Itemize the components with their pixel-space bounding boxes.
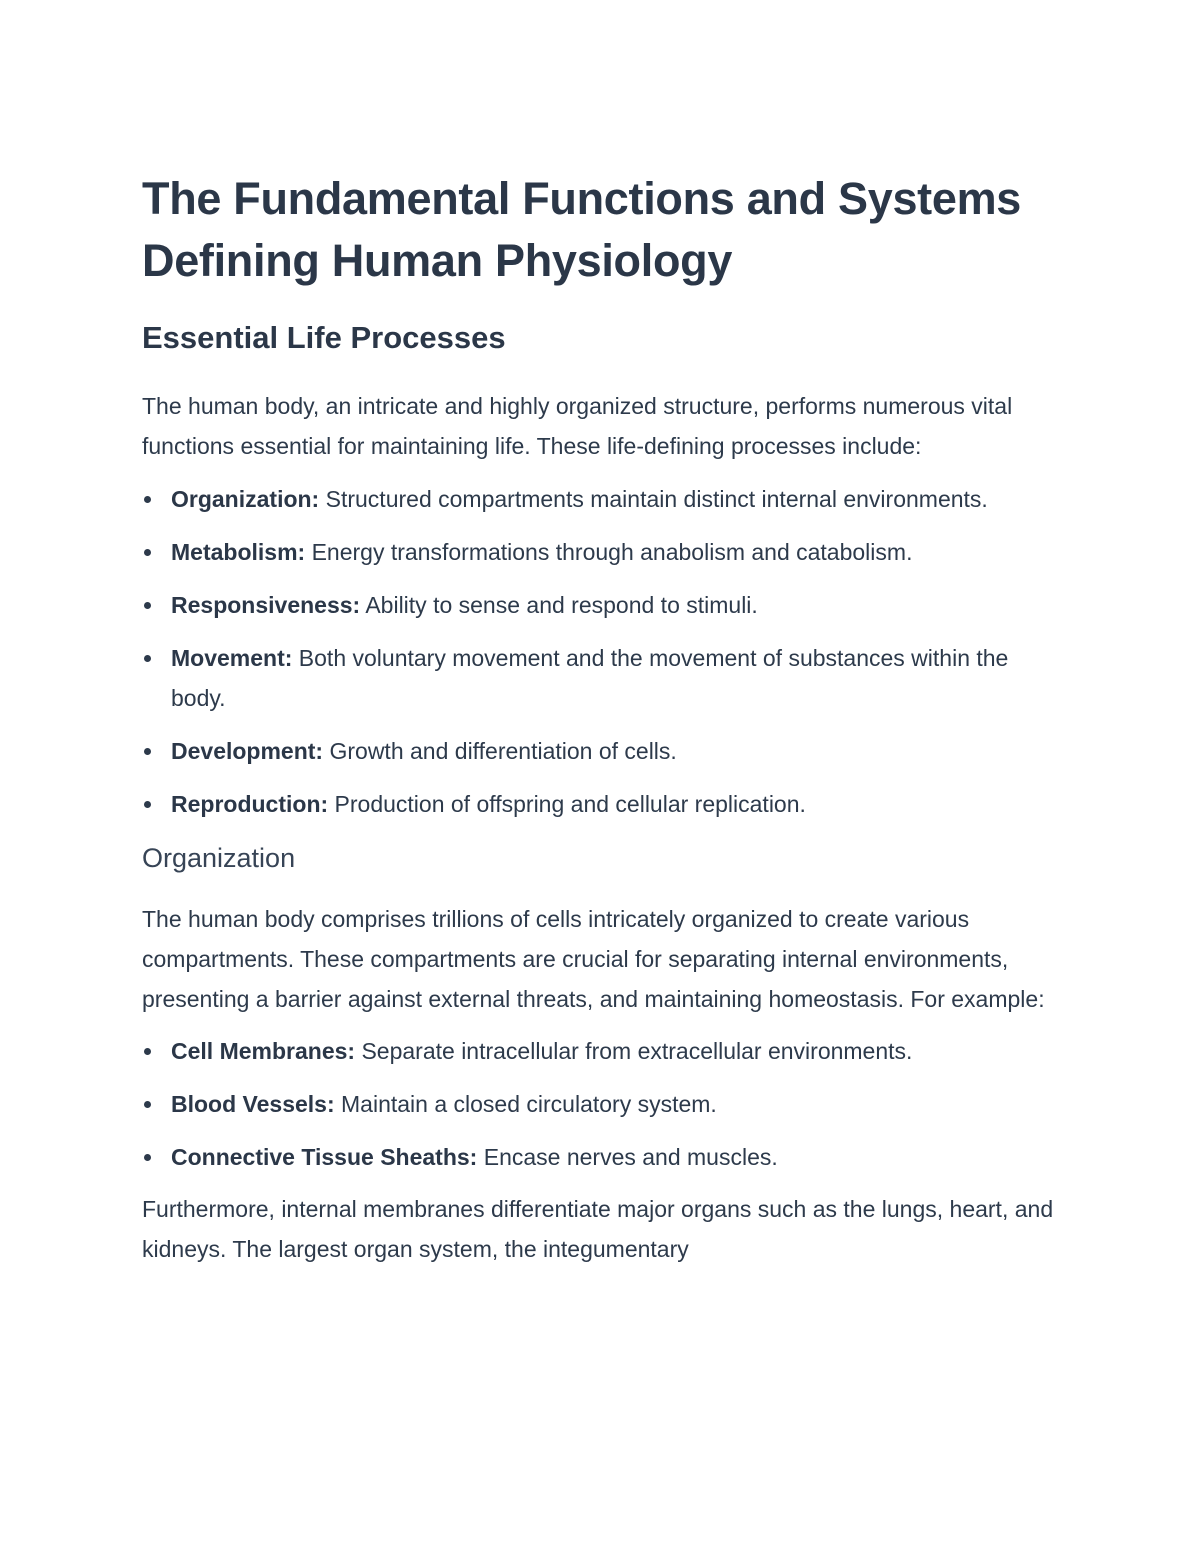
intro-paragraph: The human body, an intricate and highly organized structure, performs numerous vital functions essential for maintaining life. These life-defining processes include: <box>142 393 1013 459</box>
list-item <box>142 532 1067 572</box>
list-item <box>142 638 1067 718</box>
list-item-term: Blood Vessels: <box>171 1091 335 1117</box>
document-page <box>142 168 1067 1269</box>
list-item <box>142 1084 1067 1124</box>
list-item-term: Responsiveness: <box>171 592 361 618</box>
bullet-icon <box>144 1154 151 1161</box>
list-item <box>142 1031 1067 1071</box>
list-item-description: Encase nerves and muscles. <box>477 1144 778 1170</box>
list-item-description: Structured compartments maintain distinct internal environments. <box>319 486 988 512</box>
list-item-term: Cell Membranes: <box>171 1038 356 1064</box>
list-item-description: Energy transformations through anabolism and catabolism. <box>305 539 913 565</box>
bullet-icon <box>144 549 151 556</box>
bullet-icon <box>144 496 151 503</box>
closing-paragraph: Furthermore, internal membranes differentiate major organs such as the lungs, heart, and kidneys. The largest organ system, the integumentary <box>142 1196 1054 1262</box>
list-item <box>142 731 1067 771</box>
list-item <box>142 479 1067 519</box>
list-item <box>142 585 1067 625</box>
organization-examples-list <box>142 1031 1067 1177</box>
list-item-term: Connective Tissue Sheaths: <box>171 1144 478 1170</box>
list-item-description: Maintain a closed circulatory system. <box>334 1091 717 1117</box>
bullet-icon <box>144 1101 151 1108</box>
list-item <box>142 784 1067 824</box>
list-item <box>142 1137 1067 1177</box>
list-item-description: Production of offspring and cellular replication. <box>328 791 806 817</box>
section-heading: Essential Life Processes <box>142 320 506 355</box>
organization-paragraph: The human body comprises trillions of cells intricately organized to create various compartments. These compartments are crucial for separating internal environments, presenting a barrier against external threats, and maintaining homeostasis. For example: <box>142 906 1045 1012</box>
list-item-term: Movement: <box>171 645 293 671</box>
list-item-description: Both voluntary movement and the movement of substances within the body. <box>171 645 1009 711</box>
bullet-icon <box>144 602 151 609</box>
life-processes-list <box>142 479 1067 824</box>
list-item-description: Ability to sense and respond to stimuli. <box>360 592 758 618</box>
list-item-description: Growth and differentiation of cells. <box>323 738 677 764</box>
list-item-description: Separate intracellular from extracellular environments. <box>355 1038 913 1064</box>
bullet-icon <box>144 1048 151 1055</box>
subsection-heading: Organization <box>142 843 296 873</box>
bullet-icon <box>144 655 151 662</box>
list-item-term: Metabolism: <box>171 539 306 565</box>
bullet-icon <box>144 801 151 808</box>
list-item-term: Organization: <box>171 486 320 512</box>
page-title: The Fundamental Functions and Systems Defining Human Physiology <box>142 173 1022 286</box>
list-item-term: Development: <box>171 738 324 764</box>
list-item-term: Reproduction: <box>171 791 329 817</box>
bullet-icon <box>144 748 151 755</box>
